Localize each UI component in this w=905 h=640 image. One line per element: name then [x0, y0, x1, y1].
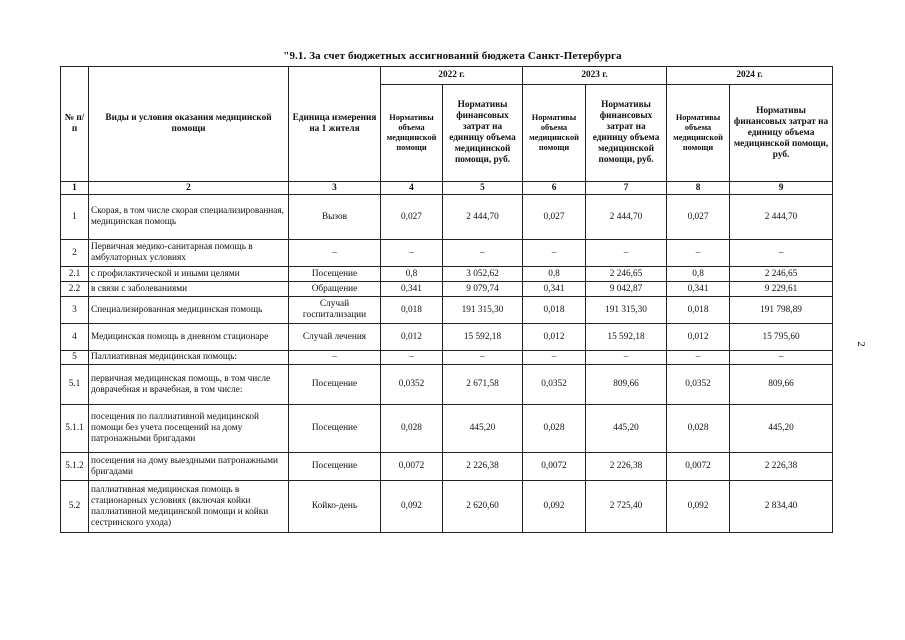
- row-fin-2024: 9 229,61: [730, 282, 833, 297]
- row-fin-2022: –: [443, 351, 523, 365]
- header-fin-2023: Нормативы финансовых затрат на единицу объема медицинской помощи, руб.: [586, 85, 667, 182]
- row-vol-2023: 0,0072: [523, 453, 586, 481]
- row-vol-2024: –: [667, 240, 730, 267]
- header-vol-2022: Нормативы объема медицинской помощи: [381, 85, 443, 182]
- col-number: 5: [443, 182, 523, 195]
- row-no: 2: [61, 240, 89, 267]
- row-fin-2023: 2 444,70: [586, 195, 667, 240]
- row-no: 2.2: [61, 282, 89, 297]
- row-unit: –: [289, 240, 381, 267]
- row-unit: Посещение: [289, 267, 381, 282]
- col-number: 1: [61, 182, 89, 195]
- row-fin-2024: 2 226,38: [730, 453, 833, 481]
- row-vol-2022: –: [381, 240, 443, 267]
- row-vol-2024: 0,018: [667, 297, 730, 324]
- row-unit: Случай госпитализации: [289, 297, 381, 324]
- row-vol-2022: 0,012: [381, 324, 443, 351]
- table-row: [61, 267, 833, 282]
- row-fin-2023: 2 246,65: [586, 267, 667, 282]
- row-kind: посещения по паллиативной медицинской помощи без учета посещений на дому патронажными бригадами: [89, 405, 289, 453]
- header-year-2022: 2022 г.: [381, 67, 523, 85]
- row-no: 4: [61, 324, 89, 351]
- table-row: [61, 195, 833, 240]
- row-fin-2023: 445,20: [586, 405, 667, 453]
- row-kind: в связи с заболеваниями: [89, 282, 289, 297]
- row-kind: Специализированная медицинская помощь: [89, 297, 289, 324]
- row-fin-2023: 2 226,38: [586, 453, 667, 481]
- row-vol-2022: 0,028: [381, 405, 443, 453]
- row-no: 1: [61, 195, 89, 240]
- row-vol-2023: 0,027: [523, 195, 586, 240]
- col-number: 4: [381, 182, 443, 195]
- row-vol-2024: 0,092: [667, 481, 730, 533]
- col-number: 3: [289, 182, 381, 195]
- row-fin-2024: 15 795,60: [730, 324, 833, 351]
- row-unit: –: [289, 351, 381, 365]
- row-vol-2024: –: [667, 351, 730, 365]
- col-number: 6: [523, 182, 586, 195]
- row-fin-2022: 9 079,74: [443, 282, 523, 297]
- row-vol-2023: 0,0352: [523, 365, 586, 405]
- header-col-unit: Единица измерения на 1 жителя: [289, 67, 381, 182]
- row-unit: Посещение: [289, 453, 381, 481]
- row-kind: посещения на дому выездными патронажными бригадами: [89, 453, 289, 481]
- header-row-years: [61, 67, 833, 85]
- row-unit: Посещение: [289, 365, 381, 405]
- row-fin-2022: 15 592,18: [443, 324, 523, 351]
- row-vol-2022: 0,0352: [381, 365, 443, 405]
- row-fin-2023: 9 042,87: [586, 282, 667, 297]
- row-fin-2023: 2 725,40: [586, 481, 667, 533]
- row-no: 2.1: [61, 267, 89, 282]
- table-row: [61, 405, 833, 453]
- page-number: 2: [854, 341, 867, 347]
- row-fin-2024: 809,66: [730, 365, 833, 405]
- table-row: [61, 453, 833, 481]
- row-vol-2023: –: [523, 351, 586, 365]
- row-fin-2023: 809,66: [586, 365, 667, 405]
- table-row: [61, 351, 833, 365]
- row-unit: Случай лечения: [289, 324, 381, 351]
- col-number: 2: [89, 182, 289, 195]
- row-vol-2023: 0,092: [523, 481, 586, 533]
- row-no: 5.1: [61, 365, 89, 405]
- row-vol-2023: 0,8: [523, 267, 586, 282]
- row-no: 5.1.2: [61, 453, 89, 481]
- row-no: 5.1.1: [61, 405, 89, 453]
- row-kind: паллиативная медицинская помощь в стационарных условиях (включая койки паллиативной медицинской помощи и койки сестринского ухода): [89, 481, 289, 533]
- row-vol-2024: 0,341: [667, 282, 730, 297]
- header-fin-2022: Нормативы финансовых затрат на единицу объема медицинской помощи, руб.: [443, 85, 523, 182]
- row-vol-2022: 0,8: [381, 267, 443, 282]
- row-vol-2022: 0,092: [381, 481, 443, 533]
- row-kind: Медицинская помощь в дневном стационаре: [89, 324, 289, 351]
- row-no: 5: [61, 351, 89, 365]
- row-fin-2022: 445,20: [443, 405, 523, 453]
- page-title: "9.1. За счет бюджетных ассигнований бюджета Санкт-Петербурга: [283, 50, 622, 62]
- table-row: [61, 282, 833, 297]
- row-fin-2022: –: [443, 240, 523, 267]
- row-kind: с профилактической и иными целями: [89, 267, 289, 282]
- row-fin-2022: 2 226,38: [443, 453, 523, 481]
- row-vol-2024: 0,028: [667, 405, 730, 453]
- row-unit: Обращение: [289, 282, 381, 297]
- row-no: 5.2: [61, 481, 89, 533]
- row-fin-2023: 15 592,18: [586, 324, 667, 351]
- row-vol-2023: 0,028: [523, 405, 586, 453]
- row-vol-2022: –: [381, 351, 443, 365]
- table-row: [61, 297, 833, 324]
- col-number: 8: [667, 182, 730, 195]
- row-fin-2024: 2 444,70: [730, 195, 833, 240]
- table-row: [61, 365, 833, 405]
- row-fin-2023: –: [586, 351, 667, 365]
- row-vol-2023: 0,018: [523, 297, 586, 324]
- row-kind: Скорая, в том числе скорая специализированная, медицинская помощь: [89, 195, 289, 240]
- row-fin-2022: 3 052,62: [443, 267, 523, 282]
- row-fin-2024: 2 834,40: [730, 481, 833, 533]
- row-no: 3: [61, 297, 89, 324]
- row-unit: Посещение: [289, 405, 381, 453]
- header-fin-2024: Нормативы финансовых затрат на единицу объема медицинской помощи, руб.: [730, 85, 833, 182]
- header-year-2023: 2023 г.: [523, 67, 667, 85]
- column-number-row: [61, 182, 833, 195]
- row-fin-2023: 191 315,30: [586, 297, 667, 324]
- row-vol-2024: 0,0352: [667, 365, 730, 405]
- row-unit: Койко-день: [289, 481, 381, 533]
- row-vol-2022: 0,341: [381, 282, 443, 297]
- row-fin-2024: 2 246,65: [730, 267, 833, 282]
- row-unit: Вызов: [289, 195, 381, 240]
- row-vol-2023: 0,341: [523, 282, 586, 297]
- row-fin-2023: –: [586, 240, 667, 267]
- norms-table: [60, 66, 833, 533]
- table-row: [61, 324, 833, 351]
- row-fin-2022: 2 620,60: [443, 481, 523, 533]
- row-vol-2024: 0,027: [667, 195, 730, 240]
- col-number: 7: [586, 182, 667, 195]
- row-vol-2024: 0,8: [667, 267, 730, 282]
- header-year-2024: 2024 г.: [667, 67, 833, 85]
- header-vol-2024: Нормативы объема медицинской помощи: [667, 85, 730, 182]
- row-kind: Первичная медико-санитарная помощь в амбулаторных условиях: [89, 240, 289, 267]
- table-row: [61, 481, 833, 533]
- row-vol-2022: 0,018: [381, 297, 443, 324]
- header-col-no: № п/п: [61, 67, 89, 182]
- row-fin-2024: –: [730, 240, 833, 267]
- row-fin-2024: 445,20: [730, 405, 833, 453]
- table-row: [61, 240, 833, 267]
- row-vol-2024: 0,012: [667, 324, 730, 351]
- row-vol-2023: 0,012: [523, 324, 586, 351]
- row-fin-2024: –: [730, 351, 833, 365]
- header-vol-2023: Нормативы объема медицинской помощи: [523, 85, 586, 182]
- header-col-kind: Виды и условия оказания медицинской помощи: [89, 67, 289, 182]
- col-number: 9: [730, 182, 833, 195]
- row-fin-2022: 2 444,70: [443, 195, 523, 240]
- row-vol-2022: 0,027: [381, 195, 443, 240]
- row-vol-2023: –: [523, 240, 586, 267]
- row-kind: Паллиативная медицинская помощь:: [89, 351, 289, 365]
- row-fin-2024: 191 798,89: [730, 297, 833, 324]
- row-fin-2022: 191 315,30: [443, 297, 523, 324]
- row-fin-2022: 2 671,58: [443, 365, 523, 405]
- row-vol-2024: 0,0072: [667, 453, 730, 481]
- row-vol-2022: 0,0072: [381, 453, 443, 481]
- row-kind: первичная медицинская помощь, в том числе доврачебная и врачебная, в том числе:: [89, 365, 289, 405]
